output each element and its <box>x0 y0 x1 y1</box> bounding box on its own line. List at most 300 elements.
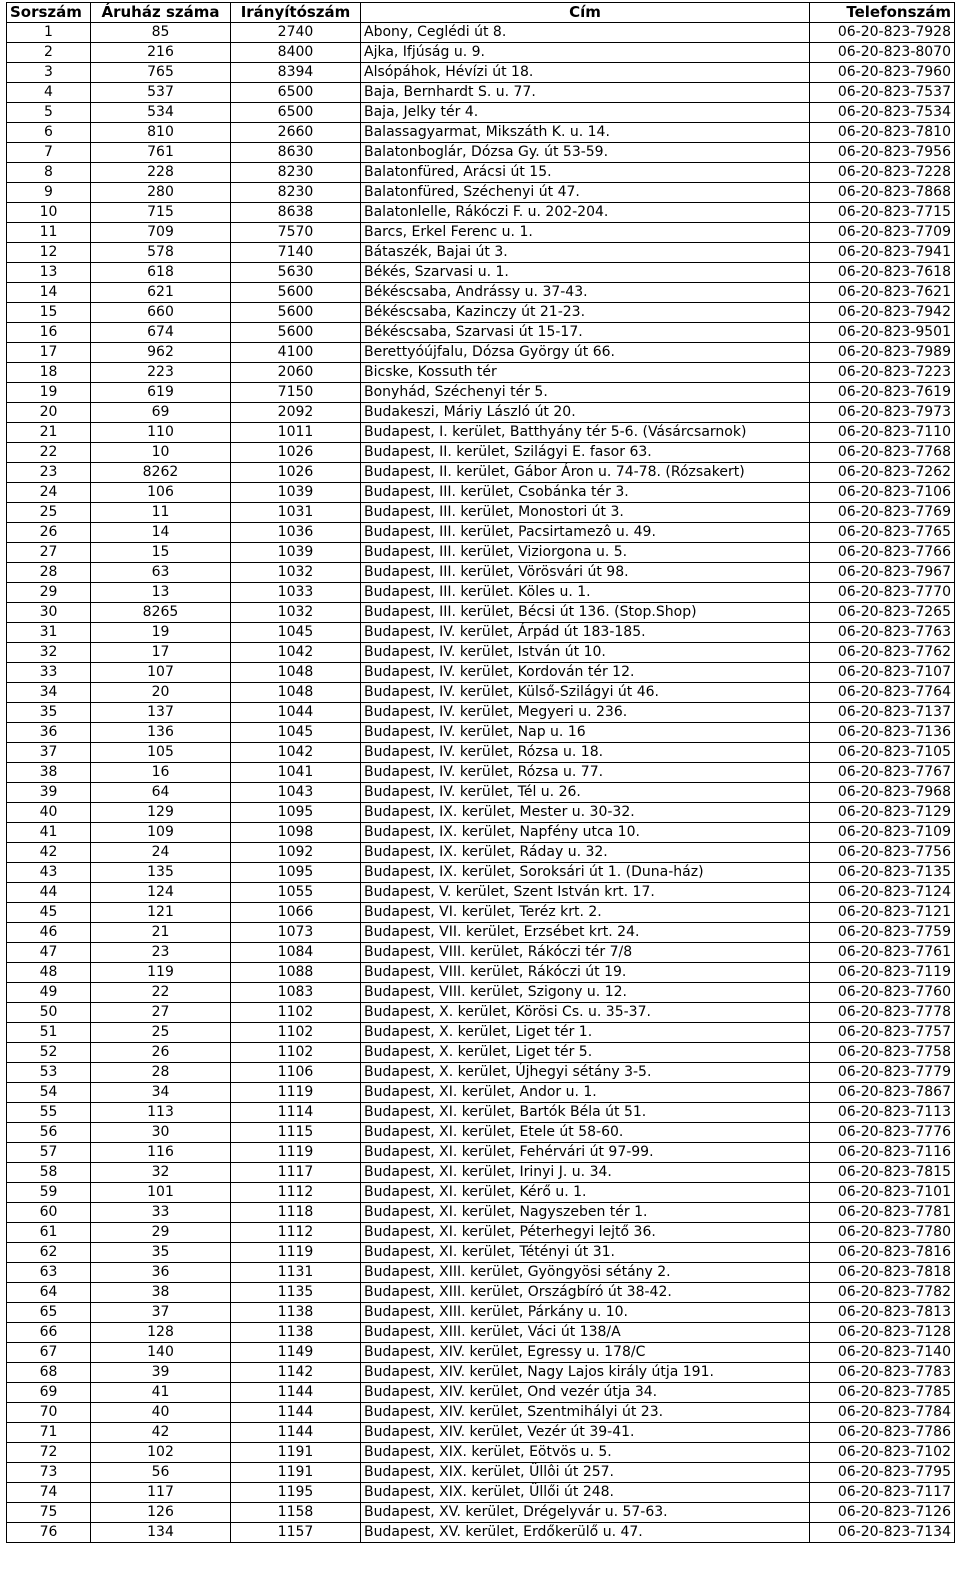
table-row <box>7 1243 955 1263</box>
cell-iranyitoszam: 8230 <box>231 183 361 203</box>
cell-cim: Budapest, III. kerület, Csobánka tér 3. <box>361 483 810 503</box>
cell-telefonszam: 06-20-823-7785 <box>810 1383 955 1403</box>
cell-aruhaz-szama: 29 <box>91 1223 231 1243</box>
cell-aruhaz-szama: 42 <box>91 1423 231 1443</box>
cell-telefonszam: 06-20-823-7776 <box>810 1123 955 1143</box>
cell-iranyitoszam: 1106 <box>231 1063 361 1083</box>
cell-iranyitoszam: 4100 <box>231 343 361 363</box>
cell-iranyitoszam: 1036 <box>231 523 361 543</box>
cell-cim: Balatonfüred, Széchenyi út 47. <box>361 183 810 203</box>
cell-telefonszam: 06-20-823-7813 <box>810 1303 955 1323</box>
cell-iranyitoszam: 1066 <box>231 903 361 923</box>
cell-sorszam: 59 <box>7 1183 91 1203</box>
cell-cim: Budapest, XI. kerület, Bartók Béla út 51. <box>361 1103 810 1123</box>
cell-iranyitoszam: 1031 <box>231 503 361 523</box>
cell-telefonszam: 06-20-823-7769 <box>810 503 955 523</box>
table-row <box>7 863 955 883</box>
cell-cim: Budapest, X. kerület, Körösi Cs. u. 35-37. <box>361 1003 810 1023</box>
cell-iranyitoszam: 1144 <box>231 1403 361 1423</box>
cell-iranyitoszam: 1118 <box>231 1203 361 1223</box>
table-row <box>7 983 955 1003</box>
table-row <box>7 1223 955 1243</box>
table-row <box>7 1143 955 1163</box>
cell-sorszam: 32 <box>7 643 91 663</box>
cell-aruhaz-szama: 537 <box>91 83 231 103</box>
cell-aruhaz-szama: 24 <box>91 843 231 863</box>
cell-iranyitoszam: 7150 <box>231 383 361 403</box>
cell-sorszam: 68 <box>7 1363 91 1383</box>
cell-cim: Ajka, Ifjúság u. 9. <box>361 43 810 63</box>
cell-iranyitoszam: 1114 <box>231 1103 361 1123</box>
cell-iranyitoszam: 1102 <box>231 1003 361 1023</box>
cell-aruhaz-szama: 216 <box>91 43 231 63</box>
cell-aruhaz-szama: 619 <box>91 383 231 403</box>
cell-aruhaz-szama: 20 <box>91 683 231 703</box>
cell-sorszam: 14 <box>7 283 91 303</box>
cell-iranyitoszam: 8230 <box>231 163 361 183</box>
cell-cim: Budapest, XIV. kerület, Egressy u. 178/C <box>361 1343 810 1363</box>
cell-cim: Budapest, XIII. kerület, Váci út 138/A <box>361 1323 810 1343</box>
table-row <box>7 763 955 783</box>
table-row <box>7 1203 955 1223</box>
cell-sorszam: 29 <box>7 583 91 603</box>
cell-sorszam: 73 <box>7 1463 91 1483</box>
cell-cim: Budapest, IV. kerület, István út 10. <box>361 643 810 663</box>
cell-iranyitoszam: 1191 <box>231 1443 361 1463</box>
cell-aruhaz-szama: 116 <box>91 1143 231 1163</box>
cell-iranyitoszam: 1026 <box>231 463 361 483</box>
cell-telefonszam: 06-20-823-7766 <box>810 543 955 563</box>
cell-sorszam: 55 <box>7 1103 91 1123</box>
cell-cim: Budapest, IX. kerület, Mester u. 30-32. <box>361 803 810 823</box>
cell-iranyitoszam: 1119 <box>231 1243 361 1263</box>
cell-telefonszam: 06-20-823-7780 <box>810 1223 955 1243</box>
cell-iranyitoszam: 1195 <box>231 1483 361 1503</box>
cell-cim: Budapest, IV. kerület, Külső-Szilágyi út 46. <box>361 683 810 703</box>
cell-cim: Budapest, XI. kerület, Nagyszeben tér 1. <box>361 1203 810 1223</box>
cell-iranyitoszam: 1144 <box>231 1383 361 1403</box>
cell-telefonszam: 06-20-823-7126 <box>810 1503 955 1523</box>
cell-sorszam: 34 <box>7 683 91 703</box>
cell-telefonszam: 06-20-823-7129 <box>810 803 955 823</box>
cell-sorszam: 17 <box>7 343 91 363</box>
cell-iranyitoszam: 1119 <box>231 1143 361 1163</box>
cell-sorszam: 54 <box>7 1083 91 1103</box>
cell-telefonszam: 06-20-823-7967 <box>810 563 955 583</box>
cell-aruhaz-szama: 110 <box>91 423 231 443</box>
cell-sorszam: 20 <box>7 403 91 423</box>
table-row <box>7 723 955 743</box>
cell-aruhaz-szama: 37 <box>91 1303 231 1323</box>
table-row <box>7 1423 955 1443</box>
cell-iranyitoszam: 1044 <box>231 703 361 723</box>
cell-iranyitoszam: 1084 <box>231 943 361 963</box>
cell-iranyitoszam: 1042 <box>231 643 361 663</box>
cell-iranyitoszam: 1115 <box>231 1123 361 1143</box>
cell-cim: Budapest, XIII. kerület, Gyöngyösi sétány 2. <box>361 1263 810 1283</box>
cell-telefonszam: 06-20-823-7779 <box>810 1063 955 1083</box>
cell-aruhaz-szama: 25 <box>91 1023 231 1043</box>
cell-telefonszam: 06-20-823-7262 <box>810 463 955 483</box>
table-row <box>7 1523 955 1543</box>
cell-telefonszam: 06-20-823-7107 <box>810 663 955 683</box>
header-iranyitoszam: Irányítószám <box>231 3 361 23</box>
table-row <box>7 463 955 483</box>
table-row <box>7 203 955 223</box>
cell-iranyitoszam: 1158 <box>231 1503 361 1523</box>
table-row <box>7 183 955 203</box>
cell-telefonszam: 06-20-823-7763 <box>810 623 955 643</box>
table-row <box>7 443 955 463</box>
cell-cim: Budapest, XI. kerület, Tétényi út 31. <box>361 1243 810 1263</box>
cell-iranyitoszam: 1088 <box>231 963 361 983</box>
cell-cim: Baja, Bernhardt S. u. 77. <box>361 83 810 103</box>
cell-iranyitoszam: 5600 <box>231 303 361 323</box>
cell-cim: Budapest, XI. kerület, Péterhegyi lejtő 36. <box>361 1223 810 1243</box>
cell-aruhaz-szama: 33 <box>91 1203 231 1223</box>
cell-sorszam: 63 <box>7 1263 91 1283</box>
cell-cim: Budapest, IV. kerület, Rózsa u. 77. <box>361 763 810 783</box>
cell-aruhaz-szama: 15 <box>91 543 231 563</box>
cell-cim: Budapest, III. kerület, Bécsi út 136. (Stop.Shop) <box>361 603 810 623</box>
table-row <box>7 1503 955 1523</box>
cell-aruhaz-szama: 39 <box>91 1363 231 1383</box>
cell-cim: Barcs, Erkel Ferenc u. 1. <box>361 223 810 243</box>
cell-sorszam: 18 <box>7 363 91 383</box>
cell-telefonszam: 06-20-823-7110 <box>810 423 955 443</box>
table-row <box>7 1403 955 1423</box>
cell-cim: Balatonfüred, Arácsi út 15. <box>361 163 810 183</box>
cell-sorszam: 37 <box>7 743 91 763</box>
cell-iranyitoszam: 1026 <box>231 443 361 463</box>
cell-telefonszam: 06-20-823-7102 <box>810 1443 955 1463</box>
cell-aruhaz-szama: 761 <box>91 143 231 163</box>
cell-telefonszam: 06-20-823-7973 <box>810 403 955 423</box>
cell-cim: Békéscsaba, Kazinczy út 21-23. <box>361 303 810 323</box>
cell-iranyitoszam: 1095 <box>231 863 361 883</box>
cell-aruhaz-szama: 674 <box>91 323 231 343</box>
cell-cim: Budapest, IV. kerület, Árpád út 183-185. <box>361 623 810 643</box>
cell-aruhaz-szama: 124 <box>91 883 231 903</box>
cell-telefonszam: 06-20-823-7709 <box>810 223 955 243</box>
cell-telefonszam: 06-20-823-7113 <box>810 1103 955 1123</box>
cell-aruhaz-szama: 34 <box>91 1083 231 1103</box>
cell-aruhaz-szama: 102 <box>91 1443 231 1463</box>
cell-iranyitoszam: 8394 <box>231 63 361 83</box>
cell-sorszam: 47 <box>7 943 91 963</box>
cell-telefonszam: 06-20-823-7618 <box>810 263 955 283</box>
cell-iranyitoszam: 6500 <box>231 103 361 123</box>
cell-telefonszam: 06-20-823-7770 <box>810 583 955 603</box>
cell-cim: Békés, Szarvasi u. 1. <box>361 263 810 283</box>
cell-aruhaz-szama: 19 <box>91 623 231 643</box>
table-row <box>7 1043 955 1063</box>
cell-aruhaz-szama: 8265 <box>91 603 231 623</box>
cell-cim: Balatonlelle, Rákóczi F. u. 202-204. <box>361 203 810 223</box>
cell-iranyitoszam: 7140 <box>231 243 361 263</box>
cell-aruhaz-szama: 121 <box>91 903 231 923</box>
table-row <box>7 1463 955 1483</box>
cell-sorszam: 6 <box>7 123 91 143</box>
cell-iranyitoszam: 1032 <box>231 603 361 623</box>
cell-telefonszam: 06-20-823-7223 <box>810 363 955 383</box>
cell-sorszam: 40 <box>7 803 91 823</box>
table-row <box>7 623 955 643</box>
cell-aruhaz-szama: 36 <box>91 1263 231 1283</box>
cell-sorszam: 26 <box>7 523 91 543</box>
table-row <box>7 223 955 243</box>
cell-aruhaz-szama: 11 <box>91 503 231 523</box>
cell-telefonszam: 06-20-823-7764 <box>810 683 955 703</box>
cell-iranyitoszam: 1112 <box>231 1183 361 1203</box>
cell-iranyitoszam: 8400 <box>231 43 361 63</box>
cell-cim: Alsópáhok, Hévízi út 18. <box>361 63 810 83</box>
cell-sorszam: 27 <box>7 543 91 563</box>
table-row <box>7 1023 955 1043</box>
cell-aruhaz-szama: 140 <box>91 1343 231 1363</box>
cell-cim: Budapest, XI. kerület, Andor u. 1. <box>361 1083 810 1103</box>
cell-telefonszam: 06-20-823-7761 <box>810 943 955 963</box>
cell-telefonszam: 06-20-823-9501 <box>810 323 955 343</box>
cell-cim: Budapest, XIX. kerület, Eötvös u. 5. <box>361 1443 810 1463</box>
store-table <box>6 2 955 1543</box>
cell-cim: Abony, Ceglédi út 8. <box>361 23 810 43</box>
cell-sorszam: 12 <box>7 243 91 263</box>
cell-cim: Budapest, IX. kerület, Napfény utca 10. <box>361 823 810 843</box>
cell-aruhaz-szama: 715 <box>91 203 231 223</box>
table-row <box>7 323 955 343</box>
table-row <box>7 23 955 43</box>
table-row <box>7 163 955 183</box>
cell-telefonszam: 06-20-823-7101 <box>810 1183 955 1203</box>
cell-aruhaz-szama: 27 <box>91 1003 231 1023</box>
cell-sorszam: 10 <box>7 203 91 223</box>
cell-sorszam: 66 <box>7 1323 91 1343</box>
cell-telefonszam: 06-20-823-7941 <box>810 243 955 263</box>
table-row <box>7 1063 955 1083</box>
cell-cim: Balatonboglár, Dózsa Gy. út 53-59. <box>361 143 810 163</box>
table-row <box>7 963 955 983</box>
cell-sorszam: 64 <box>7 1283 91 1303</box>
cell-cim: Budapest, XIV. kerület, Vezér út 39-41. <box>361 1423 810 1443</box>
cell-iranyitoszam: 1092 <box>231 843 361 863</box>
cell-aruhaz-szama: 56 <box>91 1463 231 1483</box>
cell-sorszam: 23 <box>7 463 91 483</box>
table-row <box>7 1183 955 1203</box>
cell-aruhaz-szama: 709 <box>91 223 231 243</box>
cell-sorszam: 44 <box>7 883 91 903</box>
table-row <box>7 1103 955 1123</box>
cell-cim: Budapest, XIX. kerület, Üllôi út 257. <box>361 1463 810 1483</box>
cell-iranyitoszam: 1045 <box>231 723 361 743</box>
cell-telefonszam: 06-20-823-7119 <box>810 963 955 983</box>
cell-cim: Budapest, XI. kerület, Fehérvári út 97-99. <box>361 1143 810 1163</box>
cell-iranyitoszam: 1191 <box>231 1463 361 1483</box>
cell-aruhaz-szama: 129 <box>91 803 231 823</box>
table-row <box>7 783 955 803</box>
cell-cim: Budapest, VI. kerület, Teréz krt. 2. <box>361 903 810 923</box>
cell-sorszam: 48 <box>7 963 91 983</box>
cell-sorszam: 75 <box>7 1503 91 1523</box>
header-telefonszam: Telefonszám <box>810 3 955 23</box>
table-row <box>7 1443 955 1463</box>
cell-cim: Budapest, IX. kerület, Ráday u. 32. <box>361 843 810 863</box>
cell-iranyitoszam: 1138 <box>231 1323 361 1343</box>
cell-sorszam: 3 <box>7 63 91 83</box>
cell-iranyitoszam: 1048 <box>231 663 361 683</box>
cell-iranyitoszam: 1102 <box>231 1043 361 1063</box>
cell-aruhaz-szama: 64 <box>91 783 231 803</box>
cell-iranyitoszam: 1032 <box>231 563 361 583</box>
cell-iranyitoszam: 2740 <box>231 23 361 43</box>
cell-cim: Budapest, IV. kerület, Tél u. 26. <box>361 783 810 803</box>
cell-iranyitoszam: 1142 <box>231 1363 361 1383</box>
cell-iranyitoszam: 1095 <box>231 803 361 823</box>
cell-telefonszam: 06-20-823-7121 <box>810 903 955 923</box>
cell-iranyitoszam: 5600 <box>231 323 361 343</box>
table-row <box>7 483 955 503</box>
cell-sorszam: 70 <box>7 1403 91 1423</box>
cell-aruhaz-szama: 10 <box>91 443 231 463</box>
table-row <box>7 683 955 703</box>
cell-sorszam: 41 <box>7 823 91 843</box>
cell-iranyitoszam: 1098 <box>231 823 361 843</box>
cell-cim: Budapest, XI. kerület, Kérő u. 1. <box>361 1183 810 1203</box>
cell-telefonszam: 06-20-823-7810 <box>810 123 955 143</box>
cell-cim: Bátaszék, Bajai út 3. <box>361 243 810 263</box>
table-row <box>7 803 955 823</box>
header-sorszam: Sorszám <box>7 3 91 23</box>
cell-aruhaz-szama: 38 <box>91 1283 231 1303</box>
header-aruhaz-szama: Áruház száma <box>91 3 231 23</box>
cell-aruhaz-szama: 101 <box>91 1183 231 1203</box>
cell-cim: Budapest, IV. kerület, Megyeri u. 236. <box>361 703 810 723</box>
cell-iranyitoszam: 1157 <box>231 1523 361 1543</box>
cell-sorszam: 45 <box>7 903 91 923</box>
table-row <box>7 403 955 423</box>
cell-aruhaz-szama: 21 <box>91 923 231 943</box>
cell-aruhaz-szama: 113 <box>91 1103 231 1123</box>
table-row <box>7 1303 955 1323</box>
cell-sorszam: 52 <box>7 1043 91 1063</box>
cell-cim: Budapest, II. kerület, Gábor Áron u. 74-78. (Rózsakert) <box>361 463 810 483</box>
cell-cim: Budapest, XI. kerület, Irinyi J. u. 34. <box>361 1163 810 1183</box>
cell-aruhaz-szama: 16 <box>91 763 231 783</box>
cell-telefonszam: 06-20-823-7265 <box>810 603 955 623</box>
cell-cim: Budapest, IV. kerület, Nap u. 16 <box>361 723 810 743</box>
table-row <box>7 1323 955 1343</box>
table-row <box>7 743 955 763</box>
cell-cim: Budapest, IX. kerület, Soroksári út 1. (Duna-ház) <box>361 863 810 883</box>
cell-cim: Budapest, XV. kerület, Erdőkerülő u. 47. <box>361 1523 810 1543</box>
cell-cim: Bicske, Kossuth tér <box>361 363 810 383</box>
cell-telefonszam: 06-20-823-7768 <box>810 443 955 463</box>
table-row <box>7 1263 955 1283</box>
cell-aruhaz-szama: 228 <box>91 163 231 183</box>
cell-aruhaz-szama: 660 <box>91 303 231 323</box>
cell-iranyitoszam: 1102 <box>231 1023 361 1043</box>
cell-aruhaz-szama: 618 <box>91 263 231 283</box>
cell-telefonszam: 06-20-823-7795 <box>810 1463 955 1483</box>
cell-iranyitoszam: 1039 <box>231 543 361 563</box>
cell-cim: Budapest, XIV. kerület, Szentmihályi út 23. <box>361 1403 810 1423</box>
table-row <box>7 143 955 163</box>
cell-telefonszam: 06-20-823-7135 <box>810 863 955 883</box>
cell-telefonszam: 06-20-823-7781 <box>810 1203 955 1223</box>
cell-iranyitoszam: 8630 <box>231 143 361 163</box>
cell-telefonszam: 06-20-823-7106 <box>810 483 955 503</box>
cell-iranyitoszam: 1149 <box>231 1343 361 1363</box>
table-row <box>7 103 955 123</box>
cell-telefonszam: 06-20-823-7621 <box>810 283 955 303</box>
cell-cim: Budapest, X. kerület, Liget tér 1. <box>361 1023 810 1043</box>
cell-telefonszam: 06-20-823-7989 <box>810 343 955 363</box>
cell-sorszam: 11 <box>7 223 91 243</box>
cell-sorszam: 42 <box>7 843 91 863</box>
table-row <box>7 423 955 443</box>
cell-iranyitoszam: 2092 <box>231 403 361 423</box>
cell-telefonszam: 06-20-823-7124 <box>810 883 955 903</box>
cell-cim: Budapest, III. kerület. Köles u. 1. <box>361 583 810 603</box>
table-row <box>7 123 955 143</box>
cell-iranyitoszam: 1138 <box>231 1303 361 1323</box>
cell-telefonszam: 06-20-823-7756 <box>810 843 955 863</box>
cell-telefonszam: 06-20-823-7868 <box>810 183 955 203</box>
table-row <box>7 643 955 663</box>
cell-cim: Bonyhád, Széchenyi tér 5. <box>361 383 810 403</box>
cell-aruhaz-szama: 63 <box>91 563 231 583</box>
cell-aruhaz-szama: 8262 <box>91 463 231 483</box>
cell-telefonszam: 06-20-823-7116 <box>810 1143 955 1163</box>
cell-sorszam: 21 <box>7 423 91 443</box>
table-body <box>7 23 955 1543</box>
cell-aruhaz-szama: 41 <box>91 1383 231 1403</box>
cell-telefonszam: 06-20-823-7765 <box>810 523 955 543</box>
table-header <box>7 3 955 23</box>
cell-sorszam: 33 <box>7 663 91 683</box>
cell-sorszam: 71 <box>7 1423 91 1443</box>
cell-aruhaz-szama: 30 <box>91 1123 231 1143</box>
cell-sorszam: 65 <box>7 1303 91 1323</box>
table-row <box>7 83 955 103</box>
cell-cim: Budapest, I. kerület, Batthyány tér 5-6. (Vásárcsarnok) <box>361 423 810 443</box>
header-cim: Cím <box>361 3 810 23</box>
cell-iranyitoszam: 2060 <box>231 363 361 383</box>
cell-cim: Békéscsaba, Szarvasi út 15-17. <box>361 323 810 343</box>
cell-cim: Baja, Jelky tér 4. <box>361 103 810 123</box>
cell-aruhaz-szama: 137 <box>91 703 231 723</box>
cell-aruhaz-szama: 32 <box>91 1163 231 1183</box>
cell-telefonszam: 06-20-823-7786 <box>810 1423 955 1443</box>
table-row <box>7 923 955 943</box>
cell-iranyitoszam: 1073 <box>231 923 361 943</box>
table-row <box>7 1383 955 1403</box>
cell-telefonszam: 06-20-823-7105 <box>810 743 955 763</box>
cell-sorszam: 13 <box>7 263 91 283</box>
cell-telefonszam: 06-20-823-7757 <box>810 1023 955 1043</box>
cell-iranyitoszam: 1048 <box>231 683 361 703</box>
cell-aruhaz-szama: 117 <box>91 1483 231 1503</box>
table-row <box>7 303 955 323</box>
cell-cim: Budapest, IV. kerület, Rózsa u. 18. <box>361 743 810 763</box>
cell-telefonszam: 06-20-823-7778 <box>810 1003 955 1023</box>
table-row <box>7 503 955 523</box>
cell-cim: Budakeszi, Máriy László út 20. <box>361 403 810 423</box>
table-row <box>7 543 955 563</box>
cell-sorszam: 1 <box>7 23 91 43</box>
cell-cim: Budapest, VIII. kerület, Szigony u. 12. <box>361 983 810 1003</box>
cell-iranyitoszam: 1041 <box>231 763 361 783</box>
